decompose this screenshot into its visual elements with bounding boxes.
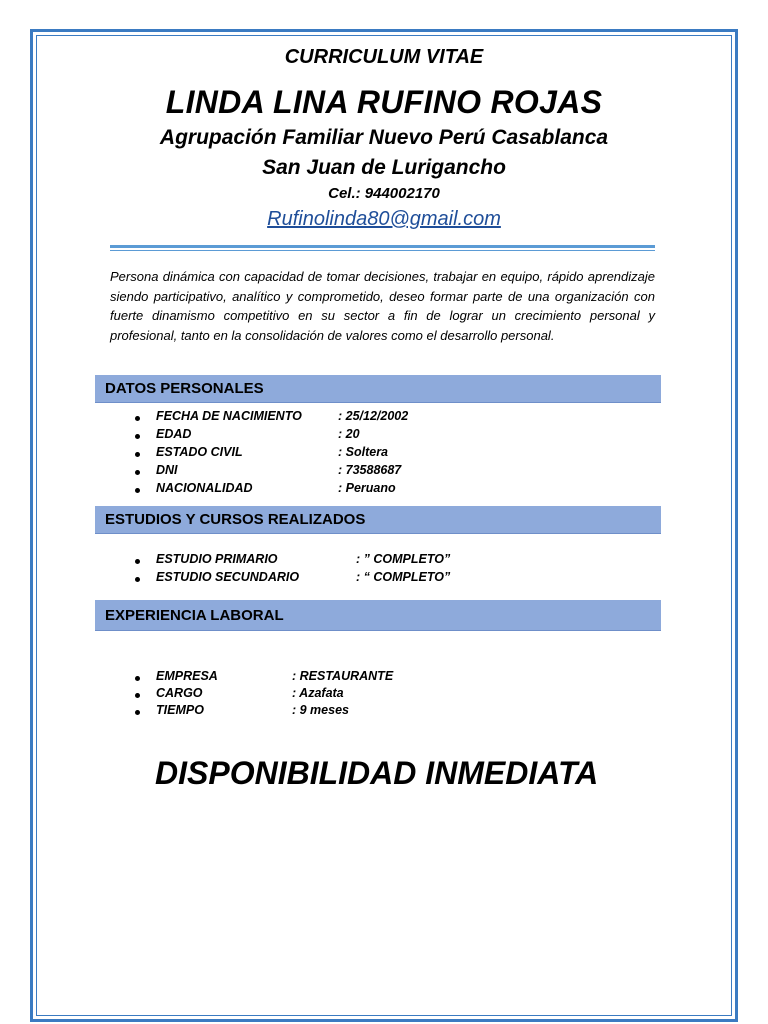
candidate-name: LINDA LINA RUFINO ROJAS: [165, 84, 603, 120]
section-personal-data-title: DATOS PERSONALES: [95, 375, 661, 403]
item-key: CARGO: [156, 686, 203, 700]
bullet-icon: [135, 559, 140, 564]
item-value: : Peruano: [338, 481, 396, 495]
phone-number: Cel.: 944002170: [328, 185, 440, 202]
bullet-icon: [135, 577, 140, 582]
item-value: : “ COMPLETO”: [356, 570, 451, 584]
item-key: FECHA DE NACIMIENTO: [156, 409, 302, 423]
item-key: NACIONALIDAD: [156, 481, 253, 495]
bullet-icon: [135, 416, 140, 421]
item-key: ESTUDIO SECUNDARIO: [156, 570, 300, 584]
email-link[interactable]: Rufinolinda80@gmail.com: [267, 208, 501, 230]
bullet-icon: [135, 710, 140, 715]
item-value: : 20: [338, 427, 360, 441]
header-divider-thin: [110, 250, 655, 251]
item-key: TIEMPO: [156, 703, 204, 717]
section-studies-title: ESTUDIOS Y CURSOS REALIZADOS: [95, 506, 661, 534]
item-value: : ” COMPLETO”: [356, 552, 451, 566]
item-value: : Azafata: [292, 686, 344, 700]
item-value: : RESTAURANTE: [292, 669, 394, 683]
item-value: : 73588687: [338, 463, 402, 477]
address-organization: Agrupación Familiar Nuevo Perú Casablanca: [159, 126, 609, 149]
availability-statement: DISPONIBILIDAD INMEDIATA: [155, 755, 599, 791]
document-label: CURRICULUM VITAE: [284, 46, 484, 68]
bullet-icon: [135, 488, 140, 493]
section-work-title: EXPERIENCIA LABORAL: [95, 600, 661, 631]
item-key: EDAD: [156, 427, 192, 441]
item-key: EMPRESA: [156, 669, 218, 683]
profile-summary: Persona dinámica con capacidad de tomar decisiones, trabajar en equipo, rápido aprendizaje siendo participativo, analítico y comprometido, deseo formar parte de una organización con fuerte dinamismo competitivo en su sector a fin de lograr un crecimiento personal y profesional, tanto en la consolidación de valores como el desarrollo personal.: [110, 269, 655, 343]
bullet-icon: [135, 434, 140, 439]
bullet-icon: [135, 693, 140, 698]
item-value: : 25/12/2002: [338, 409, 409, 423]
bullet-icon: [135, 452, 140, 457]
address-district: San Juan de Lurigancho: [262, 156, 506, 179]
item-value: : Soltera: [338, 445, 389, 459]
item-key: DNI: [156, 463, 178, 477]
bullet-icon: [135, 470, 140, 475]
item-key: ESTUDIO PRIMARIO: [156, 552, 278, 566]
header-divider: [110, 245, 655, 248]
item-value: : 9 meses: [292, 703, 349, 717]
bullet-icon: [135, 676, 140, 681]
item-key: ESTADO CIVIL: [156, 445, 243, 459]
